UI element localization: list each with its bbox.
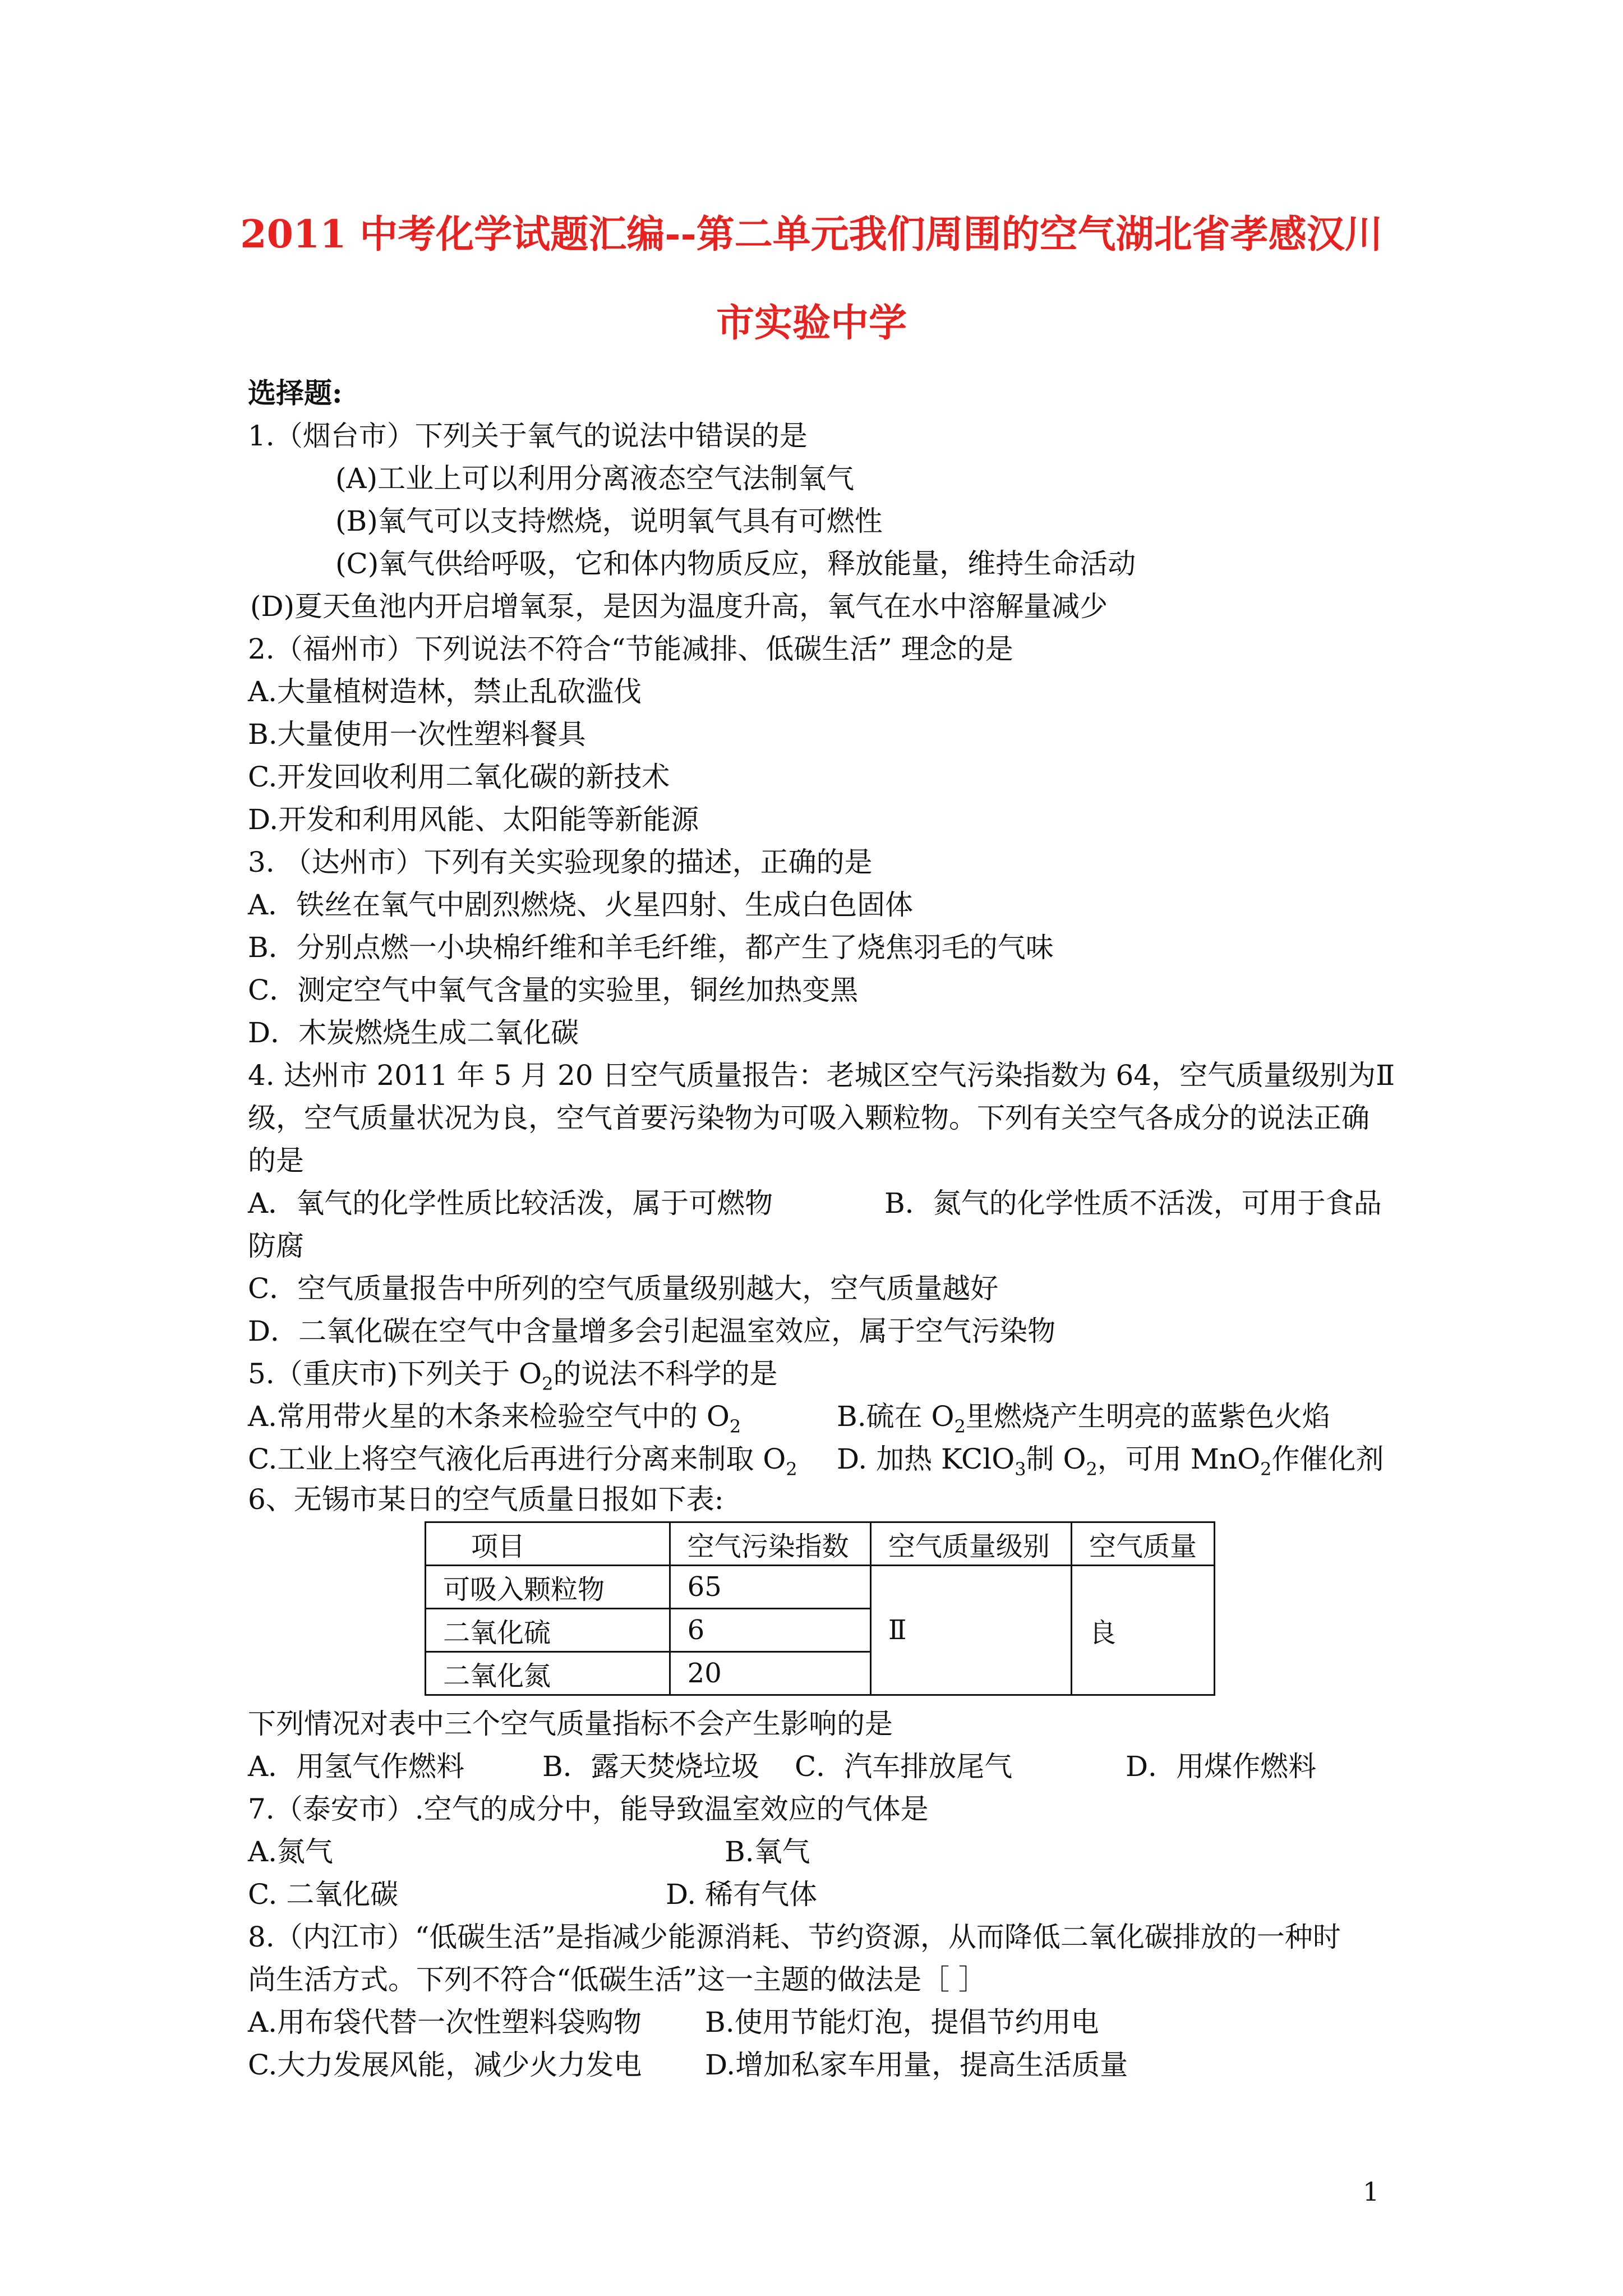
q7-option-c: C. 二氧化碳 [248, 1878, 399, 1911]
q3-option-d: D．木炭燃烧生成二氧化碳 [248, 1016, 579, 1049]
q5-option-d-text-mid: 制 O [1026, 1443, 1086, 1475]
q5-option-d-text: D. 加热 KClO [837, 1443, 1015, 1475]
air-quality-table [425, 1521, 1215, 1696]
q3-option-a: A．铁丝在氧气中剧烈燃烧、火星四射、生成白色固体 [248, 889, 914, 921]
q7-option-b: B.氧气 [725, 1835, 810, 1868]
q5-option-d-text-end: 作催化剂 [1271, 1443, 1384, 1475]
table-cell-level: Ⅱ [870, 1566, 1071, 1695]
subscript: 2 [729, 1416, 741, 1437]
q8-option-c: C.大力发展风能，减少火力发电 [248, 2049, 642, 2081]
q6-stem: 6、无锡市某日的空气质量日报如下表: [248, 1483, 724, 1516]
q5-option-c [248, 1443, 797, 1480]
q2-stem: 2.（福州市）下列说法不符合“节能减排、低碳生活” 理念的是 [248, 633, 1013, 665]
q7-options-cd [248, 1876, 818, 1913]
table-header: 项目 [426, 1522, 670, 1566]
table-header: 空气质量 [1071, 1522, 1214, 1566]
q5-stem [248, 1355, 778, 1395]
q1-option-a: (A)工业上可以利用分离液态空气法制氧气 [335, 462, 855, 495]
q3-option-c: C．测定空气中氧气含量的实验里，铜丝加热变黑 [248, 974, 859, 1006]
table-row [426, 1566, 1215, 1609]
q1-option-b: (B)氧气可以支持燃烧，说明氧气具有可燃性 [335, 505, 883, 537]
table-cell: 可吸入颗粒物 [426, 1566, 670, 1609]
q5-option-b-text-end: 里燃烧产生明亮的蓝紫色火焰 [965, 1400, 1330, 1433]
q4-stem-line3: 的是 [248, 1144, 304, 1177]
table-cell: 二氧化硫 [426, 1609, 670, 1652]
q8-options-cd [248, 2046, 1128, 2083]
q4-option-a-text: A．氧气的化学性质比较活泼，属于可燃物 [248, 1187, 773, 1220]
q5-stem-text-end: 的说法不科学的是 [553, 1358, 778, 1390]
q5-option-b [837, 1398, 1330, 1435]
q7-option-a: A.氮气 [248, 1835, 334, 1868]
q5-option-d [837, 1441, 1384, 1478]
q2-option-b: B.大量使用一次性塑料餐具 [248, 718, 586, 751]
table-cell: 65 [670, 1566, 870, 1609]
subscript: 2 [542, 1373, 554, 1395]
q4-option-a [248, 1185, 1382, 1222]
q6-option-b: B．露天焚烧垃圾 [542, 1750, 759, 1783]
q1-option-c: (C)氧气供给呼吸，它和体内物质反应，释放能量，维持生命活动 [335, 547, 1136, 580]
table-cell: 二氧化氮 [426, 1652, 670, 1695]
q7-stem: 7.（泰安市）.空气的成分中，能导致温室效应的气体是 [248, 1793, 929, 1825]
q5-options-ab [248, 1398, 1330, 1437]
q2-option-d: D.开发和利用风能、太阳能等新能源 [248, 803, 699, 836]
q5-option-a [248, 1400, 741, 1437]
q6-option-d: D．用煤作燃料 [1126, 1750, 1317, 1783]
q2-option-c: C.开发回收利用二氧化碳的新技术 [248, 761, 670, 793]
document-title-line1: 2011 中考化学试题汇编--第二单元我们周围的空气湖北省孝感汉川 [240, 212, 1383, 257]
q6-question: 下列情况对表中三个空气质量指标不会产生影响的是 [248, 1708, 893, 1740]
subscript: 2 [786, 1458, 797, 1480]
q4-option-c: C．空气质量报告中所列的空气质量级别越大，空气质量越好 [248, 1272, 999, 1305]
subscript: 2 [954, 1416, 966, 1437]
table-header: 空气污染指数 [670, 1522, 870, 1566]
subscript: 3 [1015, 1458, 1026, 1480]
table-header: 空气质量级别 [870, 1522, 1071, 1566]
q2-option-a: A.大量植树造林，禁止乱砍滥伐 [248, 675, 642, 708]
document-title-line2: 市实验中学 [716, 301, 907, 346]
q4-stem-line1: 4. 达州市 2011 年 5 月 20 日空气质量报告：老城区空气污染指数为 64，空气质量级别为Ⅱ [248, 1059, 1395, 1092]
subscript: 2 [1260, 1458, 1272, 1480]
q8-option-b: B.使用节能灯泡，提倡节约用电 [705, 2006, 1099, 2039]
subscript: 2 [1086, 1458, 1098, 1480]
q8-option-d: D.增加私家车用量，提高生活质量 [705, 2049, 1128, 2081]
q4-option-d: D．二氧化碳在空气中含量增多会引起温室效应，属于空气污染物 [248, 1315, 1056, 1347]
q6-options [248, 1748, 1317, 1785]
q3-option-b: B．分别点燃一小块棉纤维和羊毛纤维，都产生了烧焦羽毛的气味 [248, 931, 1054, 964]
section-heading: 选择题: [248, 376, 343, 409]
q4-option-b-line1: B．氮气的化学性质不活泼，可用于食品 [884, 1187, 1382, 1220]
q8-stem-line2: 尚生活方式。下列不符合“低碳生活”这一主题的做法是［ ］ [248, 1963, 987, 1996]
table-cell-quality: 良 [1071, 1566, 1214, 1695]
q4-option-b-line2: 防腐 [248, 1230, 304, 1262]
q7-option-d: D. 稀有气体 [666, 1878, 818, 1911]
page-number: 1 [1363, 2177, 1380, 2207]
q5-stem-text: 5.（重庆市)下列关于 O [248, 1358, 542, 1390]
q6-option-c: C．汽车排放尾气 [795, 1750, 1013, 1783]
q1-stem: 1.（烟台市）下列关于氧气的说法中错误的是 [248, 420, 808, 452]
q5-option-c-text: C.工业上将空气液化后再进行分离来制取 O [248, 1443, 786, 1475]
q8-option-a: A.用布袋代替一次性塑料袋购物 [248, 2006, 642, 2039]
q6-option-a: A．用氢气作燃料 [248, 1750, 465, 1783]
q1-option-d: (D)夏天鱼池内开启增氧泵，是因为温度升高，氧气在水中溶解量减少 [250, 590, 1108, 623]
q5-options-cd [248, 1441, 1384, 1480]
q3-stem: 3. （达州市）下列有关实验现象的描述，正确的是 [248, 846, 873, 878]
q8-stem-line1: 8.（内江市）“低碳生活”是指减少能源消耗、节约资源，从而降低二氧化碳排放的一种时 [248, 1921, 1341, 1953]
q5-option-a-text: A.常用带火星的木条来检验空气中的 O [248, 1400, 730, 1433]
q5-option-d-text-mid2: ，可用 MnO [1097, 1443, 1261, 1475]
q8-options-ab [248, 2004, 1099, 2041]
table-cell: 6 [670, 1609, 870, 1652]
q5-option-b-text: B.硫在 O [837, 1400, 955, 1433]
q7-options-ab [248, 1833, 810, 1870]
table-cell: 20 [670, 1652, 870, 1695]
q4-stem-line2: 级，空气质量状况为良，空气首要污染物为可吸入颗粒物。下列有关空气各成分的说法正确 [248, 1102, 1370, 1134]
table-header-row [426, 1522, 1215, 1566]
